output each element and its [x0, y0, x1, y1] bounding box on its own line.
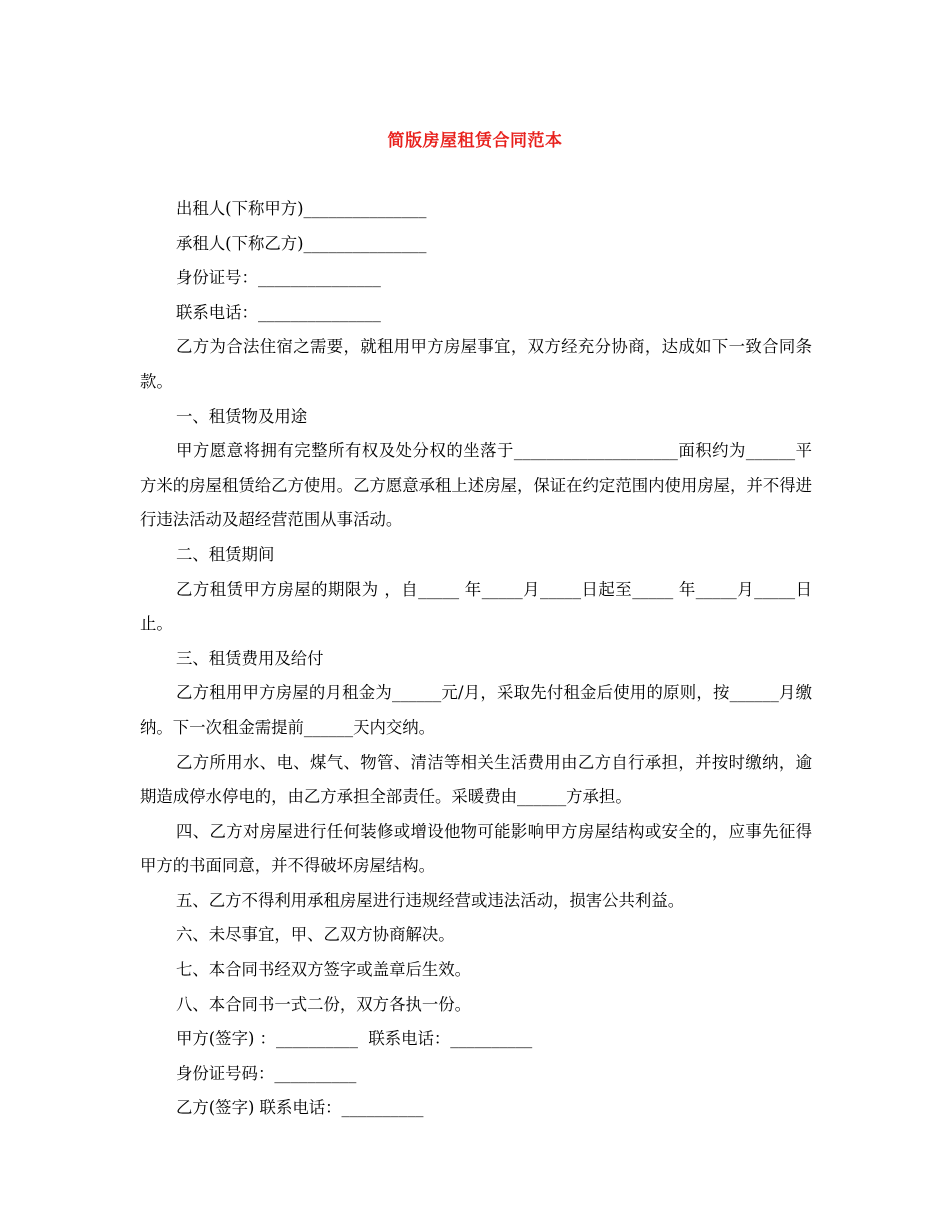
clause-6-paragraph: 六、未尽事宜，甲、乙双方协商解决。	[176, 925, 455, 945]
lessee-line: 承租人(下称乙方)_______________	[176, 233, 427, 253]
section-1-paragraph: 甲方愿意将拥有完整所有权及处分权的坐落于____________________面积约为______平方米的房屋租赁给乙方使用。乙方愿意承租上述房屋，保证在约定范围内使用房屋，并不得进行违法活动及超经营范围从事活动。	[140, 441, 813, 530]
section-heading-3: 三、租赁费用及给付	[176, 648, 324, 668]
section-3-utilities-paragraph: 乙方所用水、电、煤气、物管、清洁等相关生活费用由乙方自行承担，并按时缴纳，逾期造成停水停电的，由乙方承担全部责任。采暖费由______方承担。	[140, 752, 812, 807]
party-b-signature-line: 乙方(签字) 联系电话：__________	[176, 1098, 424, 1118]
party-a-id-line: 身份证号码：__________	[176, 1063, 357, 1083]
section-3-rent-paragraph: 乙方租用甲方房屋的月租金为______元/月，采取先付租金后使用的原则，按______月缴纳。下一次租金需提前______天内交纳。	[140, 683, 812, 737]
id-number-line: 身份证号：_______________	[176, 268, 381, 288]
clause-4-paragraph: 四、乙方对房屋进行任何装修或增设他物可能影响甲方房屋结构或安全的，应事先征得甲方的书面同意，并不得破坏房屋结构。	[140, 821, 812, 876]
section-heading-2: 二、租赁期间	[176, 544, 275, 564]
party-a-signature-line: 甲方(签字) ：__________ 联系电话：__________	[176, 1029, 533, 1049]
preamble-paragraph: 乙方为合法住宿之需要，就租用甲方房屋事宜，双方经充分协商，达成如下一致合同条款。	[140, 337, 812, 391]
phone-line: 联系电话：_______________	[176, 302, 381, 322]
clause-8-paragraph: 八、本合同书一式二份，双方各执一份。	[176, 994, 472, 1014]
section-heading-1: 一、租赁物及用途	[176, 406, 308, 426]
clause-7-paragraph: 七、本合同书经双方签字或盖章后生效。	[176, 960, 472, 980]
document-body	[140, 192, 812, 1126]
document-title: 简版房屋租赁合同范本	[387, 131, 563, 151]
section-2-paragraph: 乙方租赁甲方房屋的期限为 ，自_____ 年_____月_____日起至_____ 年_____月_____日止。	[140, 579, 812, 634]
clause-5-paragraph: 五、乙方不得利用承租房屋进行违规经营或违法活动，损害公共利益。	[176, 890, 685, 910]
lessor-line: 出租人(下称甲方)_______________	[176, 199, 427, 218]
